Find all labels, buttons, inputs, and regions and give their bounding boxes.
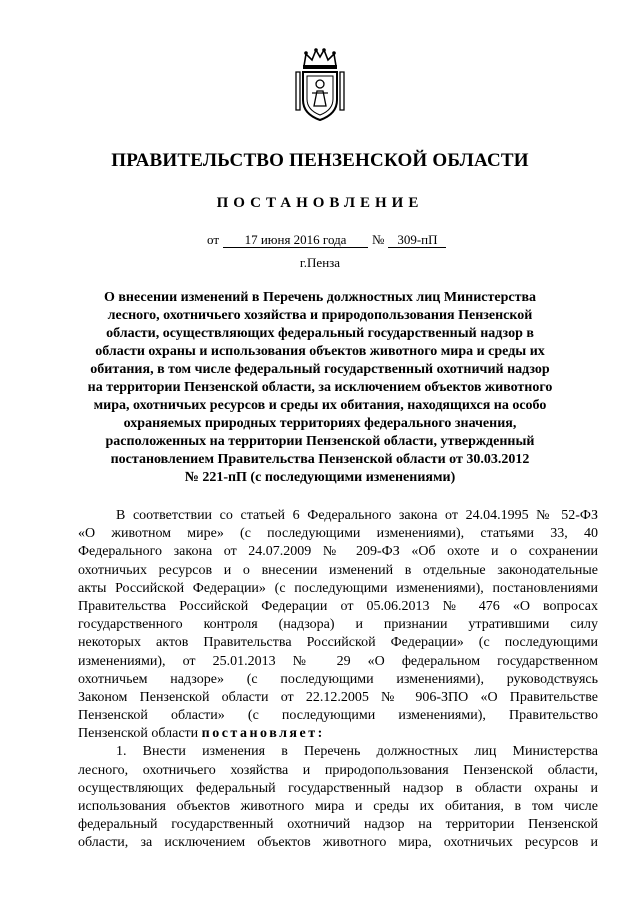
body-line: государственного контроля (надзора) и признании утратившими силу <box>78 617 598 633</box>
heading-line: постановлением Правительства Пензенской области от 30.03.2012 <box>110 452 530 467</box>
body-line: Законом Пензенской области от 22.12.2005 № 906-ЗПО «О Правительстве <box>78 689 598 705</box>
document-heading <box>82 289 558 487</box>
item-line: осуществляющих федеральный государственный надзор в области охраны и <box>78 780 598 796</box>
heading-line: лесного, охотничьего хозяйства и природопользования Пензенской <box>107 308 533 323</box>
city: г.Пенза <box>299 255 341 270</box>
body-line: Федерального закона от 24.07.2009 № 209-ФЗ «Об охоте и о сохранении <box>78 544 598 560</box>
coat-of-arms-icon <box>290 48 350 123</box>
body-line <box>78 725 598 743</box>
body-line: некоторых актов Правительства Российской Федерации» (с последующими <box>78 635 598 651</box>
heading-line: на территории Пензенской области, за исключением объектов животного <box>87 380 553 395</box>
body-line: охотничьем надзоре» (с последующими изменениями), руководствуясь <box>78 671 598 687</box>
item-line: федеральный государственный охотничий надзор на территории Пензенской <box>78 817 598 833</box>
body-line: изменениями), от 25.01.2013 № 29 «О федеральном государственном <box>78 653 598 669</box>
document-date: 17 июня 2016 года <box>223 233 368 248</box>
item-line: 1. Внести изменения в Перечень должностных лиц Министерства <box>116 744 598 760</box>
body-line: «О животном мире» (с последующими изменениями), статьями 33, 40 <box>78 526 598 542</box>
item-line: использования объектов животного мира и среды их обитания, в том числе <box>78 799 598 814</box>
item-line: области, за исключением объектов животного мира, охотничьих ресурсов и <box>78 835 598 851</box>
heading-line: расположенных на территории Пензенской области, утвержденный <box>105 434 535 449</box>
item-line: лесного, охотничьего хозяйства и природопользования Пензенской области, <box>78 762 598 778</box>
body-last-prefix: Пензенской области <box>78 726 202 742</box>
heading-line: О внесении изменений в Перечень должностных лиц Министерства <box>103 290 537 305</box>
heading-line: области охраны и использования объектов животного мира и среды их <box>95 344 545 359</box>
body-line: Правительства Российской Федерации от 05.06.2013 № 476 «О вопросах <box>78 598 598 614</box>
heading-line: № 221-пП (с последующими изменениями) <box>184 470 456 485</box>
date-number-line <box>207 232 446 248</box>
heading-line: области, осуществляющих федеральный государственный надзор в <box>106 326 534 341</box>
number-label: № <box>372 232 385 247</box>
government-title: ПРАВИТЕЛЬСТВО ПЕНЗЕНСКОЙ ОБЛАСТИ <box>111 150 529 171</box>
body-line: В соответствии со статьей 6 Федерального закона от 24.04.1995 № 52-ФЗ <box>116 508 598 523</box>
document-type: ПОСТАНОВЛЕНИЕ <box>216 195 424 211</box>
heading-line: охраняемых природных территориях федерального значения, <box>123 416 517 431</box>
body-line: акты Российской Федерации» (с последующими изменениями), постановлениями <box>78 580 598 596</box>
heading-line: мира, охотничьих ресурсов и среды их обитания, находящихся на особо <box>93 398 547 413</box>
body-line: Пензенской области» (с последующими изменениями), Правительство <box>78 708 598 724</box>
document-body <box>78 507 598 853</box>
date-prefix: от <box>207 232 220 247</box>
document-number: 309-пП <box>388 233 446 248</box>
resolution-keyword: постановляет: <box>201 726 325 742</box>
heading-line: обитания, в том числе федеральный государственный охотничий надзор <box>90 362 550 377</box>
body-line: охотничьих ресурсов и о внесении изменений в отдельные законодательные <box>78 562 598 578</box>
